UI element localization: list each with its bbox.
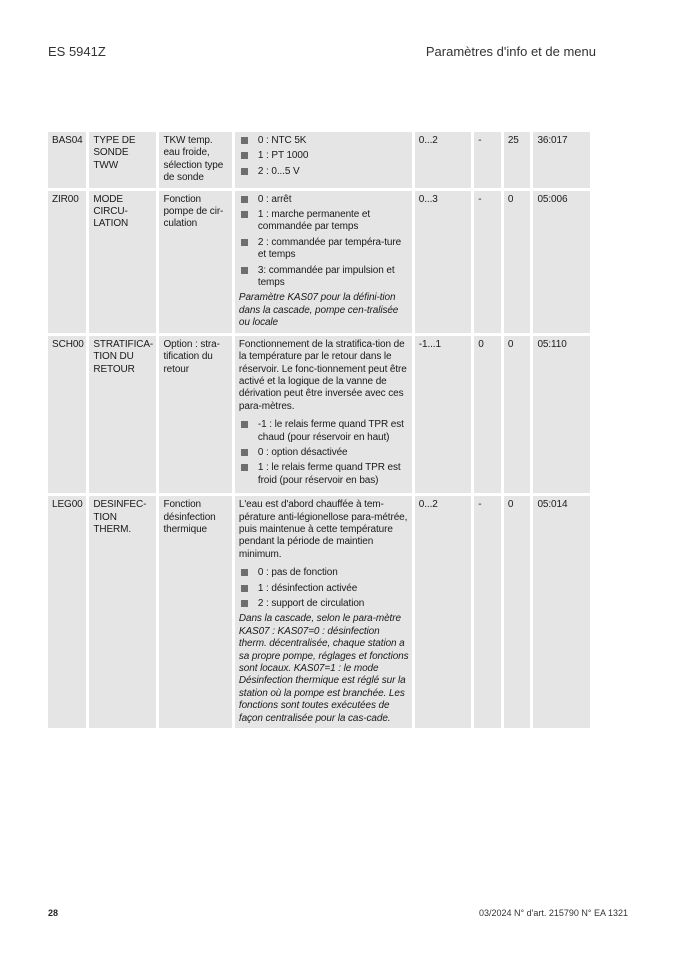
param-description (235, 496, 412, 728)
footer-info: 03/2024 N° d'art. 215790 N° EA 1321 (478, 908, 628, 918)
param-code: LEG00 (48, 496, 86, 728)
list-item: 0 : NTC 5K (239, 135, 409, 147)
list-item: 2 : commandée par tempéra-ture et temps (239, 237, 409, 262)
param-desc-text: L'eau est d'abord chauffée à tem-pérature anti-légionellose para-métrée, puis maintenue à cette température pendant la période de maintien minimum. (238, 499, 408, 560)
param-unit: - (474, 191, 501, 333)
list-item: 3: commandée par impulsion et temps (239, 265, 409, 290)
square-bullet-icon (241, 196, 248, 203)
list-item: 0 : option désactivée (239, 447, 409, 459)
square-bullet-icon (241, 449, 248, 456)
page-number: 28 (48, 908, 59, 918)
list-item: 1 : PT 1000 (239, 150, 409, 162)
param-address: 36:017 (533, 132, 590, 188)
list-item: 2 : support de circulation (239, 598, 409, 610)
param-description (235, 191, 412, 333)
square-bullet-icon (241, 168, 248, 175)
square-bullet-icon (241, 585, 248, 592)
param-function: Fonction désinfection thermique (159, 496, 231, 728)
document-code: ES 5941Z (48, 44, 106, 59)
table-row (48, 132, 590, 188)
param-default: 0 (504, 496, 531, 728)
square-bullet-icon (241, 211, 248, 218)
param-code: SCH00 (48, 336, 86, 493)
param-code: BAS04 (48, 132, 86, 188)
list-item: 0 : arrêt (239, 194, 409, 206)
param-default: 25 (504, 132, 531, 188)
param-range: -1...1 (415, 336, 471, 493)
parameter-table (45, 129, 593, 731)
param-function: TKW temp. eau froide, sélection type de sonde (159, 132, 231, 188)
square-bullet-icon (241, 137, 248, 144)
square-bullet-icon (241, 239, 248, 246)
param-description (235, 132, 412, 188)
list-item: 0 : pas de fonction (239, 567, 409, 579)
param-unit: - (474, 132, 501, 188)
param-name: STRATIFICA-TION DU RETOUR (89, 336, 156, 493)
list-item: 1 : marche permanente et commandée par temps (239, 209, 409, 234)
param-range: 0...2 (415, 496, 471, 728)
list-item: 1 : le relais ferme quand TPR est froid (pour réservoir en bas) (239, 462, 409, 487)
param-description (235, 336, 412, 493)
param-desc-text: Fonctionnement de la stratifica-tion de la température par le retour dans le réservoir. Le fonc-tionnement peut être activé et la logique de la vanne de dérivation peut être inversée avec ces para-mètres. (238, 338, 407, 412)
param-address: 05:014 (533, 496, 590, 728)
param-function: Option : stra-tification du retour (159, 336, 231, 493)
list-item: 2 : 0...5 V (239, 166, 409, 178)
list-item: 1 : désinfection activée (239, 583, 409, 595)
param-function: Fonction pompe de cir-culation (159, 191, 231, 333)
options-list (239, 194, 409, 290)
square-bullet-icon (241, 152, 248, 159)
param-note: Dans la cascade, selon le para-mètre KAS07 : KAS07=0 : désinfection therm. décentralisée, chaque station a sa propre pompe, réglages et fonctions sont locaux. KAS07=1 : le mode Désinfection thermique est réglé sur la station où la pompe est branchée. Les fonctions sont toutes exécutées de façon centralisée pour la cas-cade. (238, 613, 409, 724)
options-list (239, 419, 409, 487)
param-default: 0 (504, 336, 531, 493)
square-bullet-icon (241, 569, 248, 576)
square-bullet-icon (241, 464, 248, 471)
param-unit: 0 (474, 336, 501, 493)
param-default: 0 (504, 191, 531, 333)
table-row (48, 336, 590, 493)
param-name: MODE CIRCU-LATION (89, 191, 156, 333)
param-address: 05:006 (533, 191, 590, 333)
options-list (239, 135, 409, 178)
section-title: Paramètres d'info et de menu (425, 44, 596, 59)
param-name: TYPE DE SONDE TWW (89, 132, 156, 188)
param-note: Paramètre KAS07 pour la défini-tion dans la cascade, pompe cen-tralisée ou locale (238, 292, 399, 329)
param-address: 05:110 (533, 336, 590, 493)
table-row (48, 496, 590, 728)
options-list (239, 567, 409, 610)
param-range: 0...3 (415, 191, 471, 333)
square-bullet-icon (241, 421, 248, 428)
square-bullet-icon (241, 600, 248, 607)
square-bullet-icon (241, 267, 248, 274)
param-unit: - (474, 496, 501, 728)
list-item: -1 : le relais ferme quand TPR est chaud (pour réservoir en haut) (239, 419, 409, 444)
table-row (48, 191, 590, 333)
param-range: 0...2 (415, 132, 471, 188)
param-code: ZIR00 (48, 191, 86, 333)
param-name: DESINFEC-TION THERM. (89, 496, 156, 728)
